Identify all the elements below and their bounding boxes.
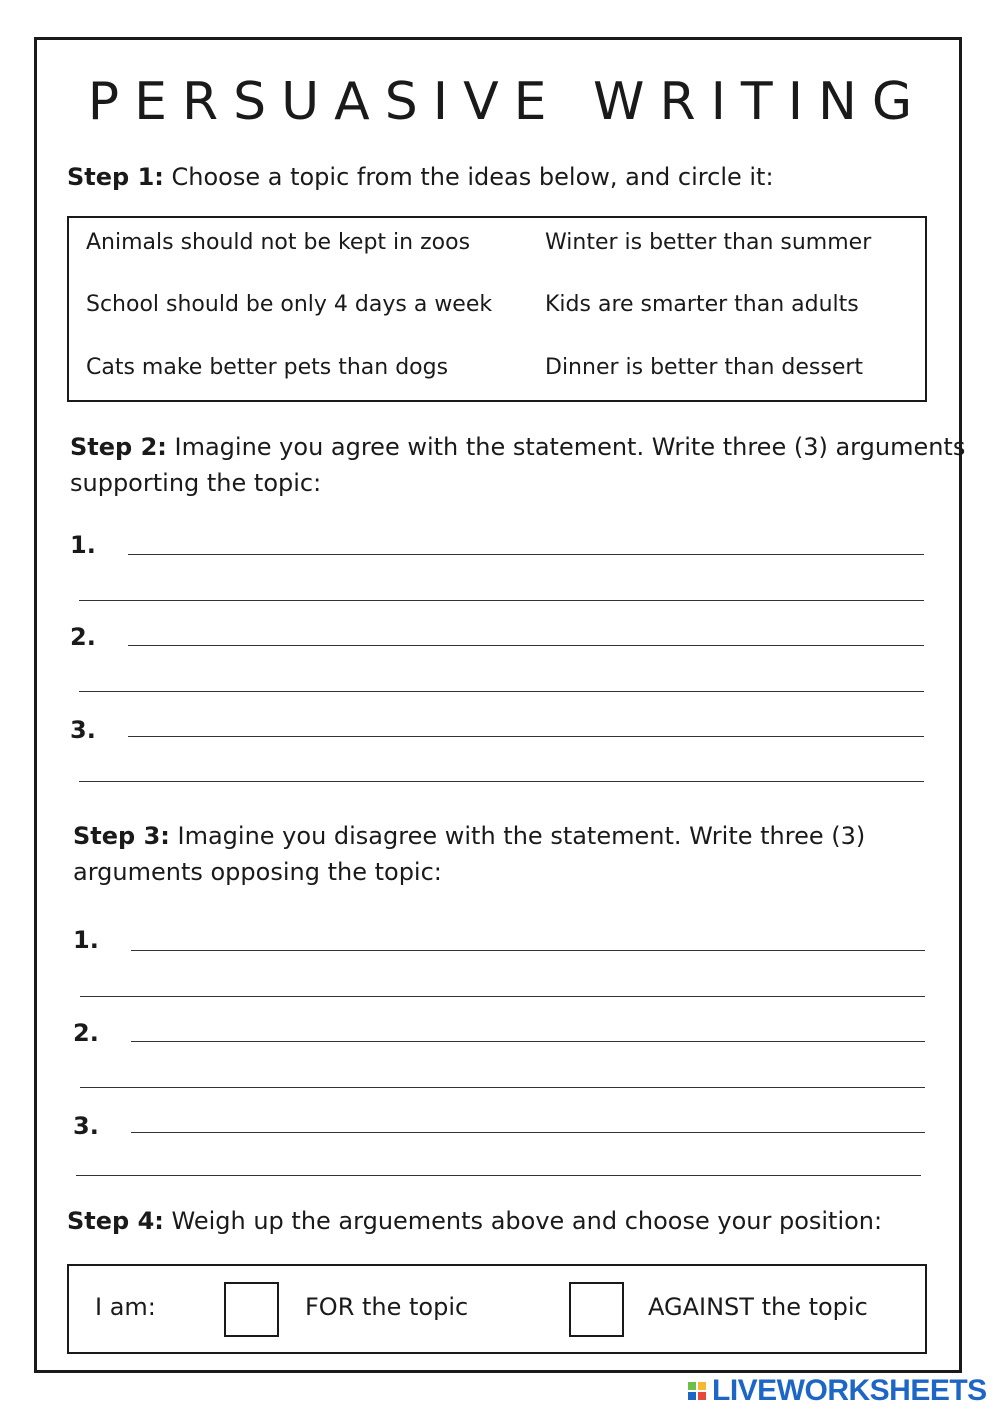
step1-text: Choose a topic from the ideas below, and circle it: (163, 163, 774, 191)
for-checkbox[interactable] (224, 1282, 279, 1337)
step2-instruction (70, 429, 965, 501)
agree-argument-number: 1. (70, 531, 96, 559)
page-title: PERSUASIVE WRITING (87, 72, 928, 132)
against-topic-label: AGAINST the topic (648, 1293, 868, 1321)
disagree-argument-3-line[interactable] (131, 1132, 925, 1133)
position-box (67, 1264, 927, 1354)
topic-option[interactable]: Winter is better than summer (545, 230, 872, 255)
disagree-argument-1-line[interactable] (131, 950, 925, 951)
liveworksheets-logo-icon (688, 1382, 706, 1400)
step4-label: Step 4: (67, 1207, 164, 1235)
agree-argument-number: 2. (70, 623, 96, 651)
against-checkbox[interactable] (569, 1282, 624, 1337)
step2-text-line1: Imagine you agree with the statement. Write three (3) arguments (166, 433, 966, 461)
topic-option[interactable]: Dinner is better than dessert (545, 355, 864, 380)
agree-argument-number: 3. (70, 716, 96, 744)
agree-argument-2-line[interactable] (128, 645, 924, 646)
topic-option[interactable]: Animals should not be kept in zoos (86, 230, 471, 255)
topic-option[interactable]: Kids are smarter than adults (545, 292, 859, 317)
brand-name: LIVEWORKSHEETS (712, 1374, 987, 1407)
step1-instruction (67, 159, 774, 195)
step4-text: Weigh up the arguements above and choose your position: (163, 1207, 883, 1235)
step1-label: Step 1: (67, 163, 164, 191)
for-topic-label: FOR the topic (305, 1293, 469, 1321)
step4-instruction (67, 1203, 882, 1239)
step2-text-line2: supporting the topic: (70, 469, 322, 497)
disagree-argument-1-line-2[interactable] (80, 996, 925, 997)
agree-argument-2-line-2[interactable] (79, 691, 924, 692)
agree-argument-3-line-2[interactable] (79, 781, 924, 782)
step3-text-line2: arguments opposing the topic: (73, 858, 442, 886)
step3-instruction (73, 818, 865, 890)
step3-label: Step 3: (73, 822, 170, 850)
topic-options-box (67, 216, 927, 402)
agree-argument-1-line[interactable] (128, 554, 924, 555)
i-am-label: I am: (95, 1293, 156, 1321)
topic-option[interactable]: Cats make better pets than dogs (86, 355, 449, 380)
disagree-argument-3-line-2[interactable] (76, 1175, 921, 1176)
step2-label: Step 2: (70, 433, 167, 461)
disagree-argument-number: 1. (73, 926, 99, 954)
agree-argument-1-line-2[interactable] (79, 600, 924, 601)
disagree-argument-2-line[interactable] (131, 1041, 925, 1042)
disagree-argument-number: 3. (73, 1112, 99, 1140)
disagree-argument-number: 2. (73, 1019, 99, 1047)
step3-text-line1: Imagine you disagree with the statement. Write three (3) (169, 822, 866, 850)
agree-argument-3-line[interactable] (128, 736, 924, 737)
disagree-argument-2-line-2[interactable] (80, 1087, 925, 1088)
topic-option[interactable]: School should be only 4 days a week (86, 292, 493, 317)
liveworksheets-brand (688, 1374, 987, 1408)
